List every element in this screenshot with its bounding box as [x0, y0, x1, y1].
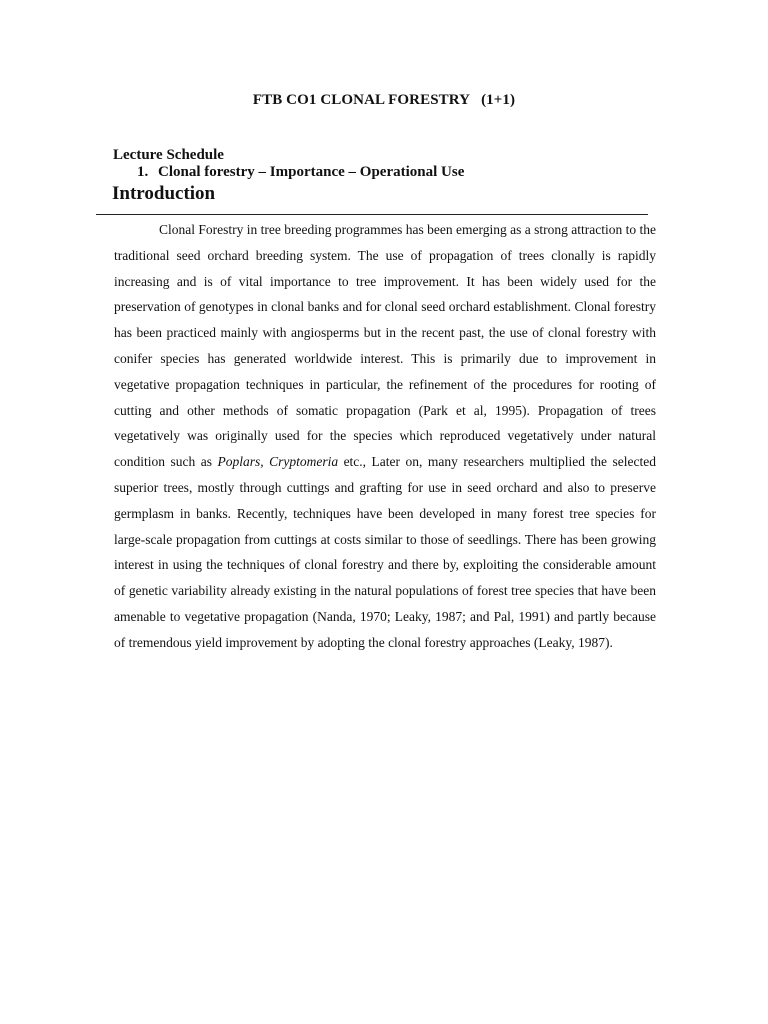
lecture-schedule-label: Lecture Schedule [113, 147, 224, 163]
schedule-list-item [137, 164, 464, 181]
introduction-paragraph [114, 217, 656, 656]
schedule-item-number: 1. [137, 164, 149, 180]
heading-divider [96, 214, 648, 215]
paragraph-italic-species: Poplars, Cryptomeria [217, 454, 339, 470]
document-title: FTB CO1 CLONAL FORESTRY (1+1) [252, 92, 516, 108]
paragraph-text-part-1: Clonal Forestry in tree breeding programmes has been emerging as a strong attraction to the traditional seed orchard breeding system. The use of propagation of trees clonally is rapidly increasing and is of vital importance to tree improvement. It has been widely used for the preservation of genotypes in clonal banks and for clonal seed orchard establishment. Clonal forestry has been practiced mainly with angiosperms but in the recent past, the use of clonal forestry with conifer species has generated worldwide interest. This is primarily due to improvement in vegetative propagation techniques in particular, the refinement of the procedures for rooting of cutting and other methods of somatic propagation (Park et al, 1995). Propagation of trees vegetatively was originally used for the species which reproduced vegetatively under natural condition such as [114, 222, 656, 470]
paragraph-text-part-2: etc., Later on, many researchers multiplied the selected superior trees, mostly through cuttings and grafting for use in seed orchard and also to preserve germplasm in banks. Recently, techniques have been developed in many forest tree species for large-scale propagation from cuttings at costs similar to those of seedlings. There has been growing interest in using the techniques of clonal forestry and there by, exploiting the considerable amount of genetic variability already existing in the natural populations of forest tree species that have been amenable to vegetative propagation (Nanda, 1970; Leaky, 1987; and Pal, 1991) and partly because of tremendous yield improvement by adopting the clonal forestry approaches (Leaky, 1987). [114, 454, 656, 650]
section-heading-introduction: Introduction [112, 183, 216, 204]
schedule-item-text: Clonal forestry – Importance – Operational Use [158, 164, 465, 180]
